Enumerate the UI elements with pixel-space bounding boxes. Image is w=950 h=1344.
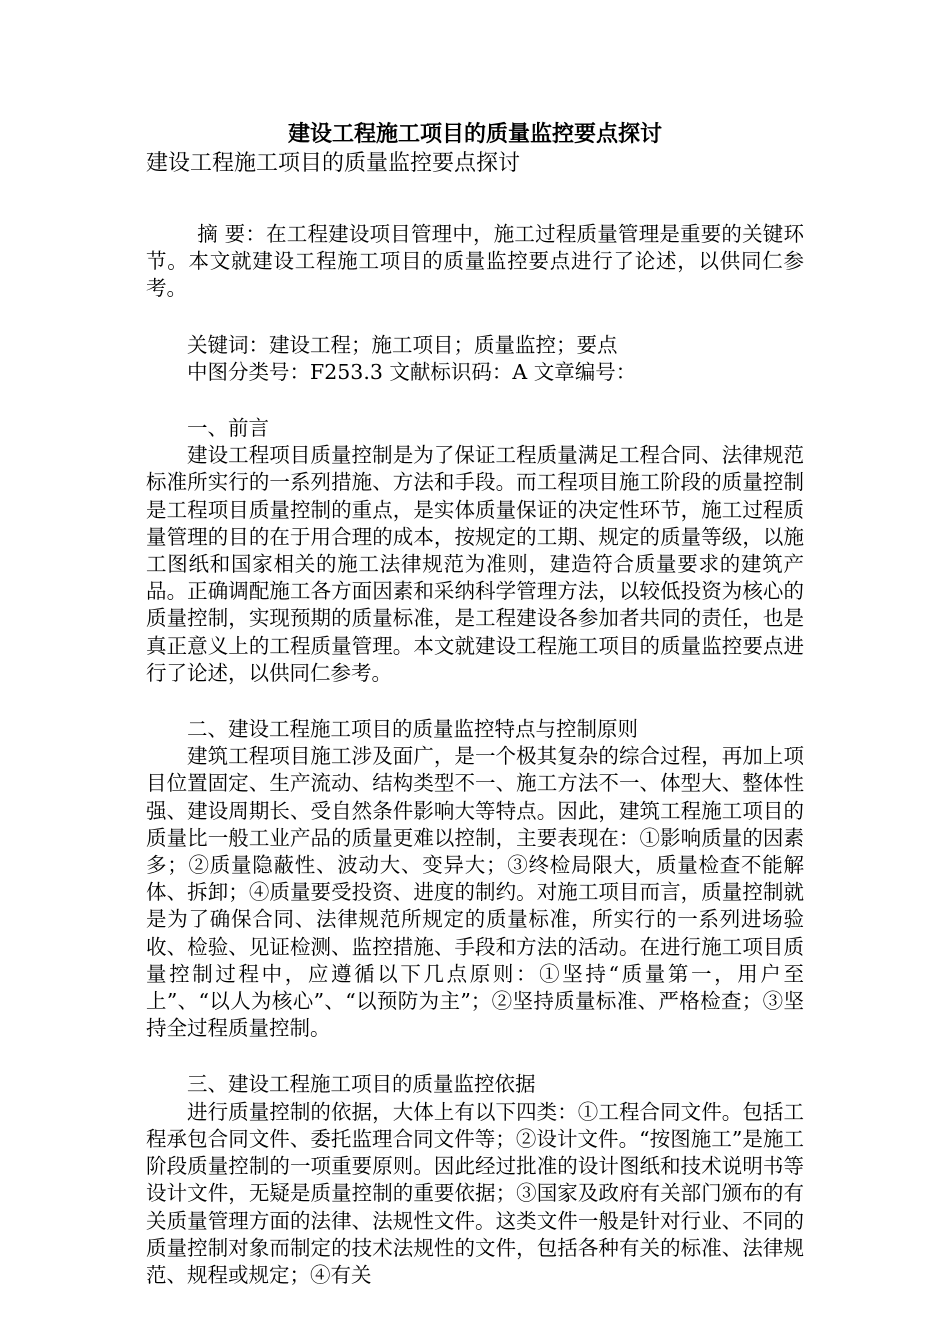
- classification-line: 中图分类号：F253.3 文献标识码：A 文章编号：: [187, 359, 637, 384]
- document-page: [146, 118, 804, 1289]
- document-title: 建设工程施工项目的质量监控要点探讨: [287, 121, 662, 147]
- spacer: [146, 386, 804, 415]
- spacer: [146, 687, 804, 716]
- section-heading-1: 一、前言: [187, 416, 269, 441]
- section-body-3: 进行质量控制的依据，大体上有以下四类：①工程合同文件。包括工程承包合同文件、委托监理合同文件等；②设计文件。“按图施工”是施工阶段质量控制的一项重要原则。因此经过批准的设计图纸和技术说明书等设计文件，无疑是质量控制的重要依据；③国家及政府有关部门颁布的有关质量管理方面的法律、法规性文件。这类文件一般是针对行业、不同的质量控制对象而制定的技术法规性的文件，包括各种有关的标准、法律规范、规程或规定；④有关: [146, 1099, 804, 1287]
- spacer: [146, 179, 804, 221]
- keywords-line: 关键词：建设工程；施工项目；质量监控；要点: [187, 332, 618, 357]
- document-subtitle: 建设工程施工项目的质量监控要点探讨: [146, 151, 521, 176]
- section-body-2: 建筑工程项目施工涉及面广，是一个极其复杂的综合过程，再加上项目位置固定、生产流动、结构类型不一、施工方法不一、体型大、整体性强、建设周期长、受自然条件影响大等特点。因此，建筑工程施工项目的质量比一般工业产品的质量更难以控制，主要表现在：①影响质量的因素多；②质量隐蔽性、波动大、变异大；③终检局限大，质量检查不能解体、拆卸；④质量要受投资、进度的制约。对施工项目而言，质量控制就是为了确保合同、法律规范所规定的质量标准，所实行的一系列进场验收、检验、见证检测、监控措施、手段和方法的活动。在进行施工项目质量控制过程中，应遵循以下几点原则：①坚持“质量第一，用户至上”、“以人为核心”、“以预防为主”；②坚持质量标准、严格检查；③坚持全过程质量控制。: [146, 744, 804, 1041]
- section-heading-2: 二、建设工程施工项目的质量监控特点与控制原则: [187, 717, 638, 742]
- section-heading-3: 三、建设工程施工项目的质量监控依据: [187, 1072, 536, 1097]
- spacer: [146, 303, 804, 332]
- abstract-paragraph: 摘 要：在工程建设项目管理中，施工过程质量管理是重要的关键环节。本文就建设工程施工项目的质量监控要点进行了论述，以供同仁参考。: [146, 222, 804, 301]
- section-body-1: 建设工程项目质量控制是为了保证工程质量满足工程合同、法律规范标准所实行的一系列措施、方法和手段。而工程项目施工阶段的质量控制是工程项目质量控制的重点，是实体质量保证的决定性环节，施工过程质量管理的目的在于用合理的成本，按规定的工期、规定的质量等级，以施工图纸和国家相关的施工法律规范为准则，建造符合质量要求的建筑产品。正确调配施工各方面因素和采纳科学管理方法，以较低投资为核心的质量控制，实现预期的质量标准，是工程建设各参加者共同的责任，也是真正意义上的工程质量管理。本文就建设工程施工项目的质量监控要点进行了论述，以供同仁参考。: [146, 443, 804, 685]
- spacer: [146, 1042, 804, 1071]
